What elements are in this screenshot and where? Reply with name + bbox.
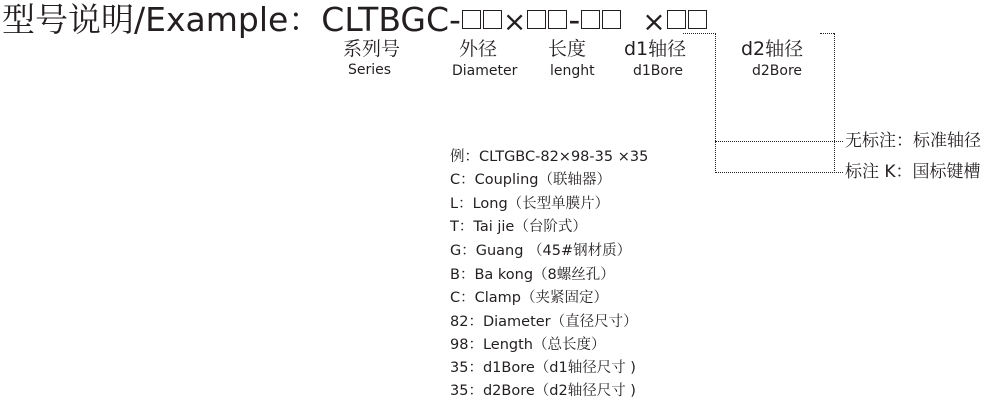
placeholder-box	[688, 10, 707, 29]
times-sign: ×	[502, 5, 527, 38]
note-no-mark: 无标注：标准轴径	[845, 131, 981, 151]
example-line: 82：Diameter（直径尺寸）	[450, 314, 638, 330]
example-line: 35：d2Bore（d2轴径尺寸 )	[450, 383, 636, 399]
example-line: T：Tai jie（台阶式）	[450, 219, 587, 235]
example-line: 35：d1Bore（d1轴径尺寸 )	[450, 360, 636, 376]
dash-sign: -	[568, 0, 581, 39]
example-line: C：Coupling（联轴器）	[450, 172, 611, 188]
segment-d1bore-cn: d1轴径	[624, 38, 687, 60]
segment-d2bore-cn: d2轴径	[741, 38, 804, 60]
segment-length-en: lenght	[550, 63, 595, 79]
segment-d1bore-en: d1Bore	[633, 63, 684, 79]
segment-d2bore-en: d2Bore	[752, 63, 803, 79]
segment-series-en: Series	[348, 62, 392, 78]
segment-diameter-cn: 外径	[459, 38, 498, 60]
times-sign: ×	[642, 5, 666, 38]
suffix-gap	[622, 30, 642, 31]
bracket-right	[834, 33, 835, 173]
segment-diameter-en: Diameter	[452, 63, 518, 79]
bracket-left	[715, 33, 716, 173]
example-line: G：Guang （45#钢材质）	[450, 243, 632, 259]
segment-length-cn: 长度	[548, 38, 587, 60]
placeholder-box	[667, 10, 686, 29]
placeholder-box	[548, 10, 567, 29]
example-line: 例：CLTGBC-82×98-35 ×35	[450, 149, 649, 165]
example-line: L：Long（长型单膜片）	[450, 196, 610, 212]
placeholder-box	[581, 10, 600, 29]
connector-no-mark	[715, 141, 843, 142]
bracket-top-left	[683, 33, 716, 34]
connector-mark-k	[715, 172, 843, 173]
bracket-top-right	[820, 33, 834, 34]
model-code-title	[2, 0, 708, 42]
placeholder-box	[527, 10, 546, 29]
placeholder-box	[462, 10, 481, 29]
example-line: 98：Length（总长度）	[450, 337, 606, 353]
title-prefix: 型号说明/Example：CLTBGC-	[2, 0, 461, 39]
placeholder-box	[602, 10, 621, 29]
note-mark-k: 标注 K：国标键槽	[845, 162, 981, 182]
segment-series-cn: 系列号	[343, 38, 401, 60]
example-line: C：Clamp（夹紧固定）	[450, 290, 608, 306]
placeholder-box	[483, 10, 502, 29]
example-line: B：Ba kong（8螺丝孔）	[450, 267, 615, 283]
